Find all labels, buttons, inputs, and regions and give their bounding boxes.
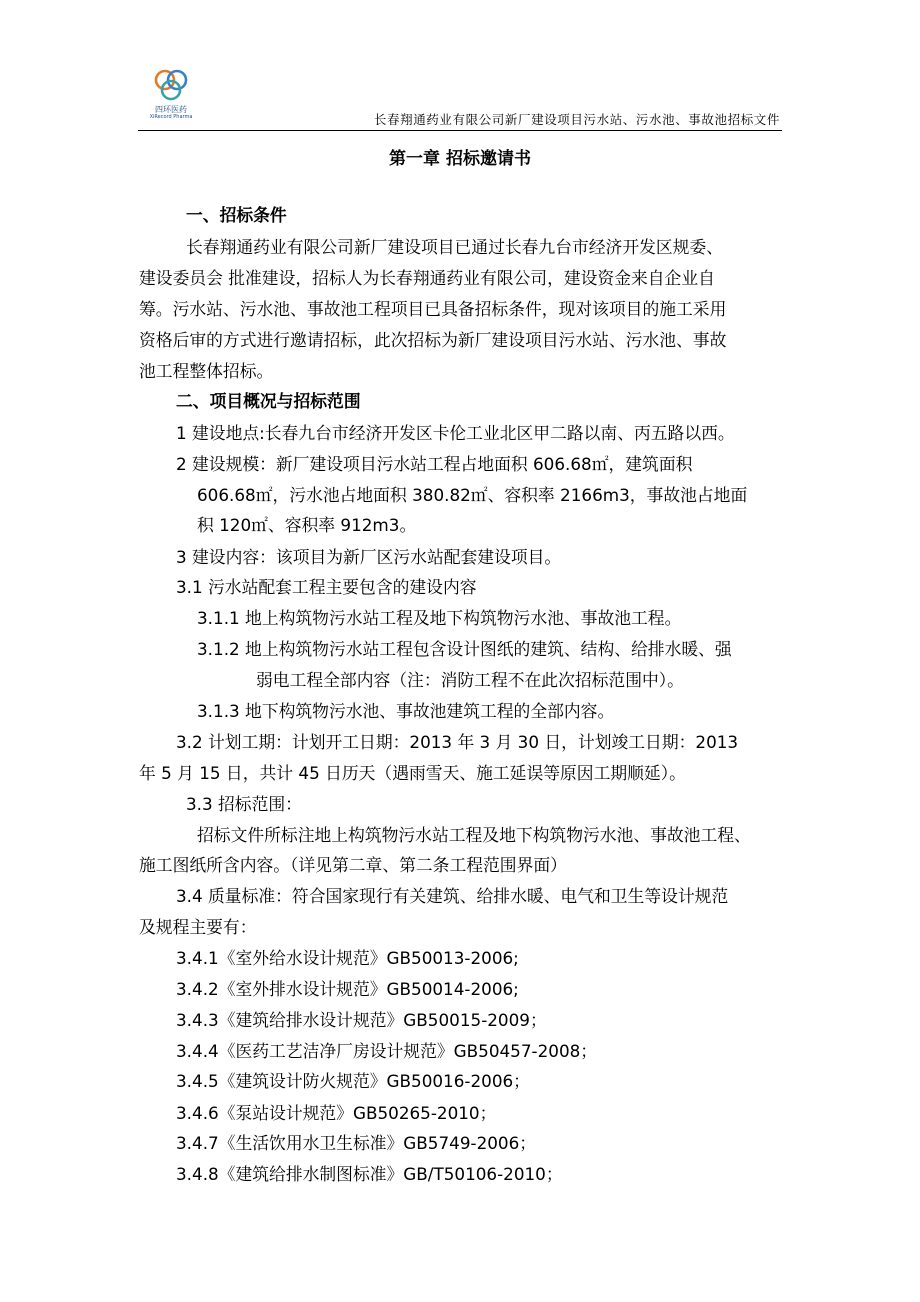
standard-item: 3.4.3《建筑给排水设计规范》GB50015-2009；: [176, 1010, 547, 1030]
company-logo: [140, 66, 202, 126]
paragraph-line: 招标文件所标注地上构筑物污水站工程及地下构筑物污水池、事故池工程、: [197, 825, 751, 845]
running-header: 长春翔通药业有限公司新厂建设项目污水站、污水池、事故池招标文件: [373, 112, 780, 127]
list-item: 3.4 质量标准：符合国家现行有关建筑、给排水暖、电气和卫生等设计规范: [176, 886, 729, 906]
list-item: 3.1 污水站配套工程主要包含的建设内容: [176, 577, 477, 597]
section-heading: 一、招标条件: [186, 205, 287, 225]
list-item-continuation: 积 120㎡、容积率 912m3。: [197, 515, 417, 535]
header-rule: [138, 130, 782, 131]
list-item: 3.1.3 地下构筑物污水池、事故池建筑工程的全部内容。: [197, 701, 615, 721]
paragraph-line: 长春翔通药业有限公司新厂建设项目已通过长春九台市经济开发区规委、: [186, 237, 724, 257]
paragraph-line: 施工图纸所含内容。（详见第二章、第二条工程范围界面）: [139, 855, 567, 875]
paragraph-line: 建设委员会 批准建设，招标人为长春翔通药业有限公司，建设资金来自企业自: [139, 268, 715, 288]
standard-item: 3.4.2《室外排水设计规范》GB50014-2006;: [176, 979, 519, 999]
standard-item: 3.4.5《建筑设计防火规范》GB50016-2006；: [176, 1071, 530, 1091]
list-item-continuation: 年 5 月 15 日，共计 45 日历天（遇雨雪天、施工延误等原因工期顺延）。: [139, 763, 686, 783]
list-item: 3.1.1 地上构筑物污水站工程及地下构筑物污水池、事故池工程。: [197, 608, 682, 628]
list-item: 3.1.2 地上构筑物污水站工程包含设计图纸的建筑、结构、给排水暖、强: [197, 639, 732, 659]
list-item-continuation: 606.68㎡，污水池占地面积 380.82㎡、容积率 2166m3，事故池占地面: [197, 485, 748, 505]
section-heading: 二、项目概况与招标范围: [176, 391, 361, 411]
standard-item: 3.4.6《泵站设计规范》GB50265-2010；: [176, 1103, 497, 1123]
standard-item: 3.4.7《生活饮用水卫生标准》GB5749-2006；: [176, 1133, 537, 1153]
list-item: 1 建设地点:长春九台市经济开发区卡伦工业北区甲二路以南、丙五路以西。: [176, 423, 735, 443]
chapter-title: 第一章 招标邀请书: [389, 149, 531, 169]
paragraph-line: 资格后审的方式进行邀请招标，此次招标为新厂建设项目污水站、污水池、事故: [139, 330, 727, 350]
list-item: 3.2 计划工期：计划开工日期：2013 年 3 月 30 日，计划竣工日期：2013: [176, 732, 739, 752]
list-item-continuation: 及规程主要有：: [139, 917, 257, 937]
list-item: 2 建设规模：新厂建设项目污水站工程占地面积 606.68㎡，建筑面积: [176, 454, 693, 474]
paragraph-line: 池工程整体招标。: [139, 361, 274, 381]
standard-item: 3.4.1《室外给水设计规范》GB50013-2006;: [176, 948, 519, 968]
standard-item: 3.4.8《建筑给排水制图标准》GB/T50106-2010；: [176, 1164, 563, 1184]
logo-cn-text: 四环医药: [155, 105, 187, 114]
rings-logo-icon: [140, 66, 202, 106]
standard-item: 3.4.4《医药工艺洁净厂房设计规范》GB50457-2008；: [176, 1041, 598, 1061]
paragraph-line: 筹。污水站、污水池、事故池工程项目已具备招标条件，现对该项目的施工采用: [139, 299, 727, 319]
logo-en-text: XiRecord Pharma: [149, 114, 193, 120]
list-item: 3.3 招标范围：: [186, 794, 302, 814]
list-item-continuation: 弱电工程全部内容（注：消防工程不在此次招标范围中）。: [256, 670, 684, 690]
list-item: 3 建设内容：该项目为新厂区污水站配套建设项目。: [176, 547, 562, 567]
